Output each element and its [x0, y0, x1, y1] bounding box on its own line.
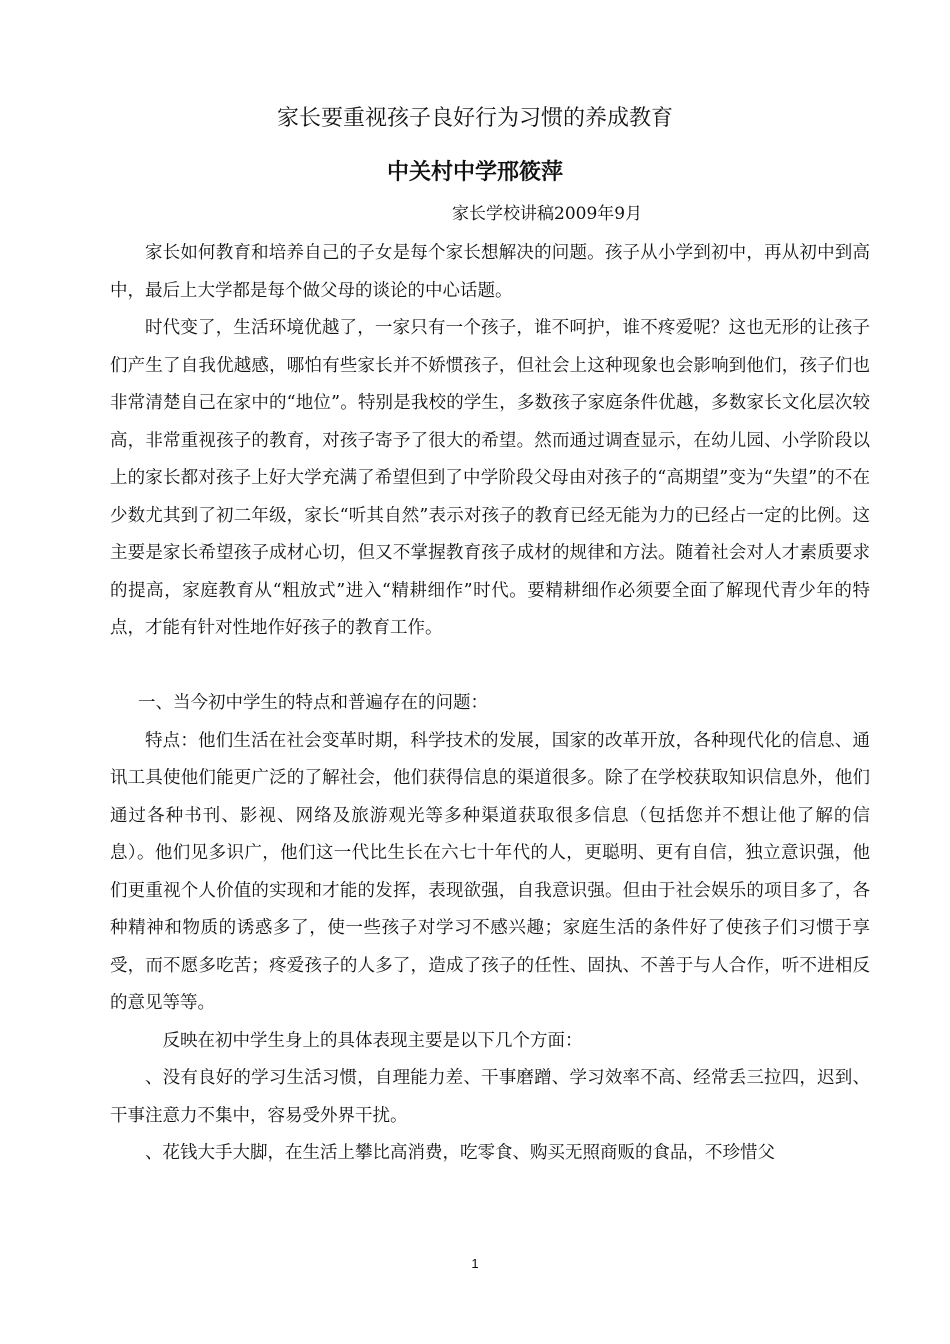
section-heading-1: 一、当今初中学生的特点和普遍存在的问题：: [138, 693, 488, 713]
document-body: [110, 235, 870, 1173]
page-number: 1: [471, 1256, 479, 1271]
paragraph-background: 时代变了，生活环境优越了，一家只有一个孩子，谁不呵护，谁不疼爱呢？这也无形的让孩子们产生了自我优越感，哪怕有些家长并不娇惯孩子，但社会上这种现象也会影响到他们，孩子们也非常清楚自己在家中的“地位”。特别是我校的学生，多数孩子家庭条件优越，多数家长文化层次较高，非常重视孩子的教育，对孩子寄予了很大的希望。然而通过调查显示，在幼儿园、小学阶段以上的家长都对孩子上好大学充满了希望但到了中学阶段父母由对孩子的“高期望”变为“失望”的不在少数尤其到了初二年级，家长“听其自然”表示对孩子的教育已经无能为力的已经占一定的比例。这主要是家长希望孩子成材心切，但又不掌握教育孩子成材的规律和方法。随着社会对人才素质要求的提高，家庭教育从“粗放式”进入“精耕细作”时代。要精耕细作必须要全面了解现代青少年的特点，才能有针对性地作好孩子的教育工作。: [110, 318, 870, 638]
paragraph-manifestations-intro: 反映在初中学生身上的具体表现主要是以下几个方面：: [162, 1030, 583, 1051]
list-item-habits: 、没有良好的学习生活习惯，自理能力差、干事磨蹭、学习效率不高、经常丢三拉四，迟到、干事注意力不集中，容易受外界干扰。: [110, 1068, 870, 1126]
paragraph-intro: 家长如何教育和培养自己的子女是每个家长想解决的问题。孩子从小学到初中，再从初中到高中，最后上大学都是每个做父母的谈论的中心话题。: [110, 243, 870, 301]
document-title: 家长要重视孩子良好行为习惯的养成教育: [276, 106, 673, 131]
list-item-spending: 、花钱大手大脚，在生活上攀比高消费，吃零食、购买无照商贩的食品，不珍惜父: [145, 1143, 775, 1163]
document-author: 中关村中学邢筱萍: [386, 160, 563, 185]
paragraph-spacer: [110, 648, 870, 686]
document-dateline: 家长学校讲稿2009年9月: [452, 204, 643, 224]
paragraph-characteristics: 特点：他们生活在社会变革时期，科学技术的发展，国家的改革开放，各种现代化的信息、通讯工具使他们能更广泛的了解社会，他们获得信息的渠道很多。除了在学校获取知识信息外，他们通过各种书刊、影视、网络及旅游观光等多种渠道获取很多信息（包括您并不想让他了解的信息）。他们见多识广，他们这一代比生长在六七十年代的人，更聪明、更有自信，独立意识强，他们更重视个人价值的实现和才能的发挥，表现欲强，自我意识强。但由于社会娱乐的项目多了，各种精神和物质的诱惑多了，使一些孩子对学习不感兴趣；家庭生活的条件好了使孩子们习惯于享受，而不愿多吃苦；疼爱孩子的人多了，造成了孩子的任性、固执、不善于与人合作，听不进相反的意见等等。: [110, 730, 870, 1013]
